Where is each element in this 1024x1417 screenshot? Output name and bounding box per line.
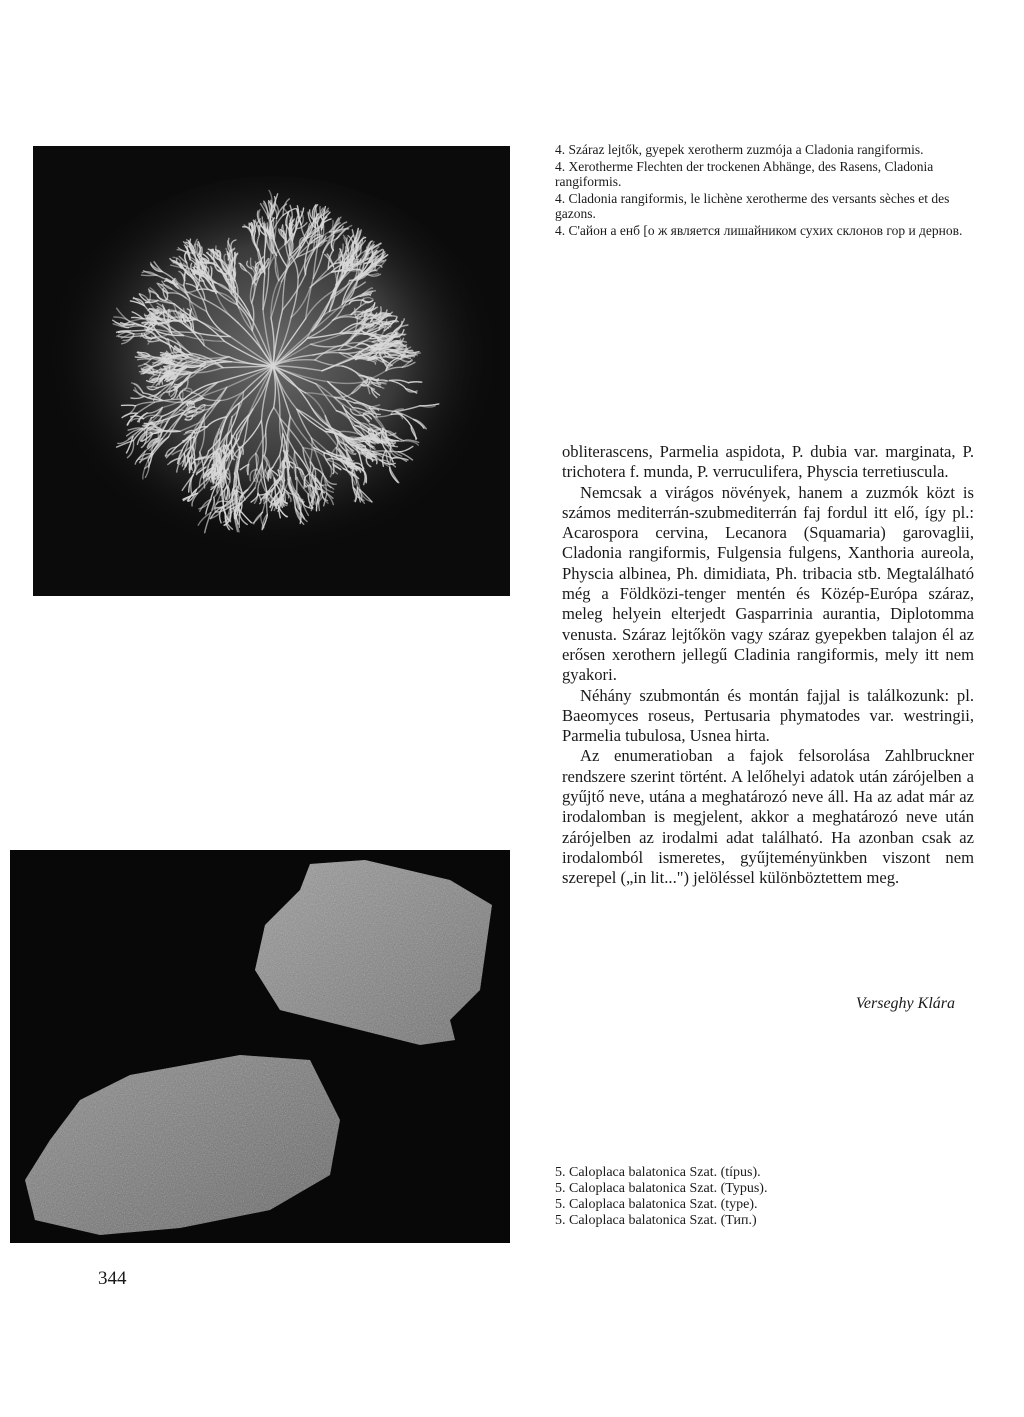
author-signature: Verseghy Klára: [855, 995, 955, 1012]
lichen-strand: [264, 247, 265, 274]
caption-line: 5. Caloplaca balatonica Szat. (type).: [555, 1197, 758, 1212]
lichen-strand: [376, 380, 387, 381]
lichen-strand: [239, 510, 240, 527]
lichen-strand: [248, 464, 249, 474]
lichen-strand: [267, 223, 268, 236]
caption-line: 4. Száraz lejtők, gyepek xerotherm zuzmója a Cladonia rangiformis.: [555, 142, 924, 157]
rock-specimens-photo: [10, 850, 510, 1243]
caption-line: 5. Caloplaca balatonica Szat. (Typus).: [555, 1181, 768, 1196]
caption-line: 4. Xerotherme Flechten der trockenen Abhänge, des Rasens, Cladonia rangiformis.: [555, 159, 934, 189]
body-text: [562, 442, 974, 889]
paragraph: Az enumeratioban a fajok felsorolása Zahlbruckner rendszere szerint történt. A lelőhelyi adatok után zárójelben a gyűjtő neve, utána a meghatározó neve áll. Ha az adat már az irodalomban is megjelent, akkor a meghatározó neve után zárójelben az irodalmi adat található. Ha azonban csak az irodalomból ismeretes, gyűjteményünkben viszont nem szerepel („in lit...") jelöléssel különböztettem meg.: [562, 746, 974, 888]
lichen-strand: [191, 456, 192, 469]
lichen-photo: [33, 146, 510, 596]
figure-4-caption: [555, 142, 985, 240]
lichen-strand: [122, 405, 136, 406]
caption-line: 5. Caloplaca balatonica Szat. (Тип.): [555, 1213, 757, 1228]
caption-line: 4. C'айон а енб [о ж является лишайником сухих склонов гор и дернов.: [555, 223, 963, 238]
paragraph: obliterascens, Parmelia aspidota, P. dubia var. marginata, P. trichotera f. munda, P. verruculifera, Physcia terretiuscula.: [562, 442, 974, 482]
caption-line: 5. Caloplaca balatonica Szat. (típus).: [555, 1165, 761, 1180]
lichen-strand: [392, 346, 403, 347]
caption-line: 4. Cladonia rangiformis, le lichène xerotherme des versants sèches et des gazons.: [555, 191, 950, 221]
paragraph: Nemcsak a virágos növények, hanem a zuzmók közt is számos mediterrán-szubmediterrán faj fordul itt elő, így pl.: Acarospora cervina, Lecanora (Squamaria) garovaglii, Cladonia rangiformis, Fulgensia fulgens, Xanthoria aureola, Physcia albinea, Ph. dimidiata, Ph. tribacia stb. Megtalálható még a Földközi-tenger mentén és Közép-Európa száraz, meleg helyein elterjedt Gasparrinia aurantia, Diplotomma venusta. Száraz lejtőkön vagy száraz gyepekben talajon él az erősen xerothern jellegű Cladinia rangiformis, mely itt nem gyakori.: [562, 482, 974, 685]
lichen-strand: [135, 357, 149, 358]
paragraph: Néhány szubmontán és montán fajjal is találkozunk: pl. Baeomyces roseus, Pertusaria phymatodes var. westringii, Parmelia tubulosa, Usnea hirta.: [562, 685, 974, 746]
lichen-strand: [147, 300, 158, 301]
page-number: 344: [98, 1268, 127, 1289]
figure-5-caption: [555, 1165, 975, 1229]
